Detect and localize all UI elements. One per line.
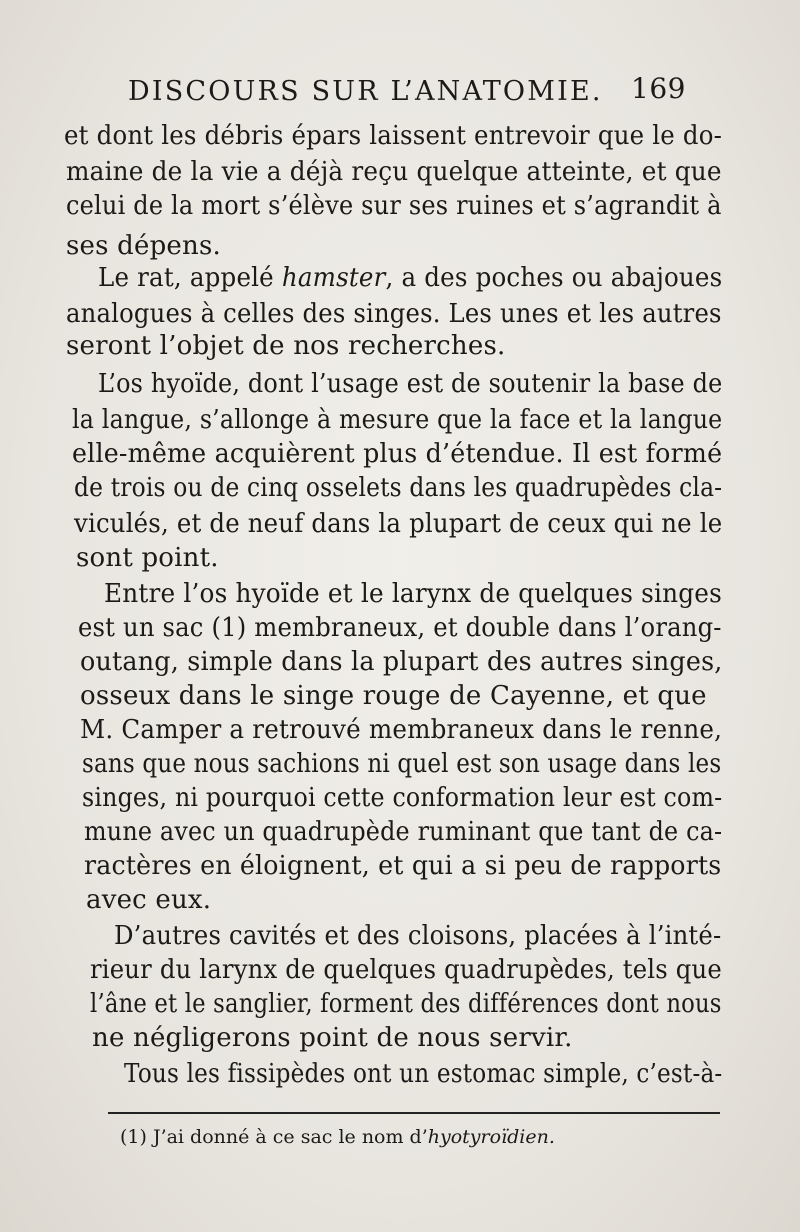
text-line: celui de la mort s’élève sur ses ruines et s’agrandit à	[66, 191, 722, 221]
header-title: DISCOURS SUR L’ANATOMIE.	[128, 76, 603, 107]
text-line: de trois ou de cinq osselets dans les quadrupèdes cla-	[74, 473, 723, 503]
text-line: L’os hyoïde, dont l’usage est de soutenir la base de	[98, 369, 723, 399]
text-line: D’autres cavités et des cloisons, placées à l’inté-	[114, 921, 722, 951]
text-line: rieur du larynx de quelques quadrupèdes, tels que	[90, 955, 722, 985]
text-line: viculés, et de neuf dans la plupart de ceux qui ne le	[74, 509, 723, 539]
text-line: analogues à celles des singes. Les unes et les autres	[66, 299, 722, 329]
text-segment: Le rat, appelé	[98, 263, 282, 293]
text-line: avec eux.	[86, 885, 212, 915]
page-number: 169	[631, 72, 686, 105]
text-line: est un sac (1) membraneux, et double dans l’orang-	[78, 613, 722, 643]
text-line: et dont les débris épars laissent entrevoir que le do-	[64, 121, 723, 151]
text-line: outang, simple dans la plupart des autres singes,	[80, 647, 723, 677]
text-line: Tous les fissipèdes ont un estomac simple, c’est-à-	[124, 1059, 723, 1089]
text-line: mune avec un quadrupède ruminant que tant de ca-	[84, 817, 723, 847]
text-line: elle-même acquièrent plus d’étendue. Il est formé	[72, 439, 723, 469]
text-line: ses dépens.	[66, 231, 221, 261]
footnote-italic-term: hyotyroïdien.	[427, 1126, 555, 1148]
text-line: osseux dans le singe rouge de Cayenne, et que	[80, 681, 707, 711]
text-line: sont point.	[76, 543, 219, 573]
running-header	[128, 72, 694, 112]
italic-term: hamster	[281, 263, 386, 293]
text-line: singes, ni pourquoi cette conformation leur est com-	[82, 783, 723, 813]
text-line: ractères en éloignent, et qui a si peu de rapports	[84, 851, 722, 881]
footnote-rule	[108, 1112, 720, 1114]
text-line	[98, 262, 722, 294]
text-segment: , a des poches ou abajoues	[385, 263, 723, 293]
text-line: seront l’objet de nos recherches.	[66, 331, 506, 361]
text-line: M. Camper a retrouvé membraneux dans le renne,	[80, 715, 723, 745]
text-line: l’âne et le sanglier, forment des différences dont nous	[90, 989, 722, 1019]
text-line: maine de la vie a déjà reçu quelque atteinte, et que	[66, 157, 722, 187]
text-line: Entre l’os hyoïde et le larynx de quelques singes	[104, 579, 722, 609]
text-line: ne négligerons point de nous servir.	[92, 1023, 573, 1053]
footnote-text: (1) J’ai donné à ce sac le nom d’	[120, 1126, 428, 1148]
text-line: sans que nous sachions ni quel est son usage dans les	[82, 749, 722, 779]
text-line: la langue, s’allonge à mesure que la face et la langue	[72, 405, 723, 435]
footnote	[120, 1126, 555, 1148]
